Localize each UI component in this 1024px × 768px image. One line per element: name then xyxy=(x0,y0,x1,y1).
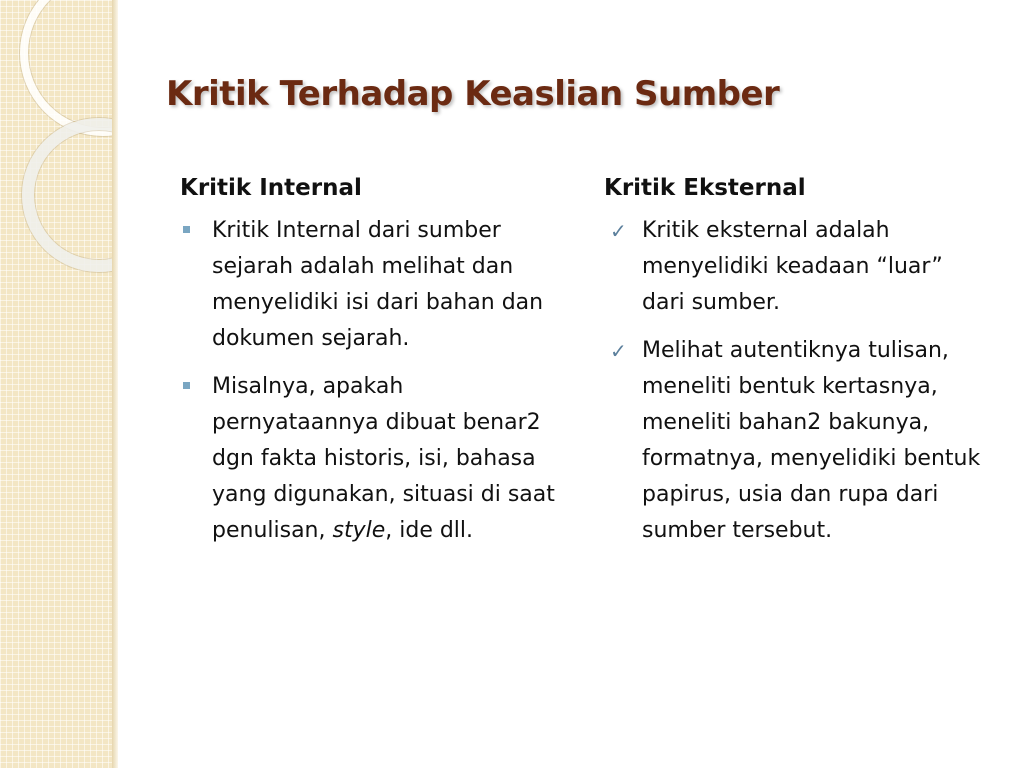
list-item-text: Kritik Internal dari sumber sejarah adalah melihat dan menyelidiki isi dari bahan dan dokumen sejarah. xyxy=(212,218,544,351)
internal-criticism-column xyxy=(180,175,580,561)
list-item-text-italic: style xyxy=(332,518,386,543)
list-item-text: Kritik eksternal adalah menyelidiki keadaan “luar” dari sumber. xyxy=(642,218,943,315)
list-item xyxy=(604,213,982,321)
decorative-ring-top xyxy=(20,0,112,136)
internal-criticism-list xyxy=(180,213,580,549)
internal-criticism-heading: Kritik Internal xyxy=(180,175,362,201)
side-band-edge xyxy=(112,0,118,768)
list-item xyxy=(180,369,572,549)
slide-title: Kritik Terhadap Keaslian Sumber xyxy=(166,74,780,114)
external-criticism-column xyxy=(604,175,1004,561)
external-criticism-heading: Kritik Eksternal xyxy=(604,175,806,201)
square-bullet-icon xyxy=(183,226,190,233)
check-bullet-icon: ✓ xyxy=(610,219,627,243)
list-item xyxy=(180,213,572,357)
list-item xyxy=(604,333,982,549)
check-bullet-icon: ✓ xyxy=(610,339,627,363)
square-bullet-icon xyxy=(183,382,190,389)
list-item-text-after: , ide dll. xyxy=(385,518,474,543)
decorative-ring-middle xyxy=(22,118,112,272)
list-item-text-before: Misalnya, apakah pernyataannya dibuat benar2 dgn fakta historis, isi, bahasa yang digunakan, situasi di saat penulisan, xyxy=(212,374,555,543)
external-criticism-list xyxy=(604,213,1004,549)
list-item-text: Melihat autentiknya tulisan, meneliti bentuk kertasnya, meneliti bahan2 bakunya, formatnya, menyelidiki bentuk papirus, usia dan rupa dari sumber tersebut. xyxy=(642,338,981,543)
decorative-side-band xyxy=(0,0,112,768)
